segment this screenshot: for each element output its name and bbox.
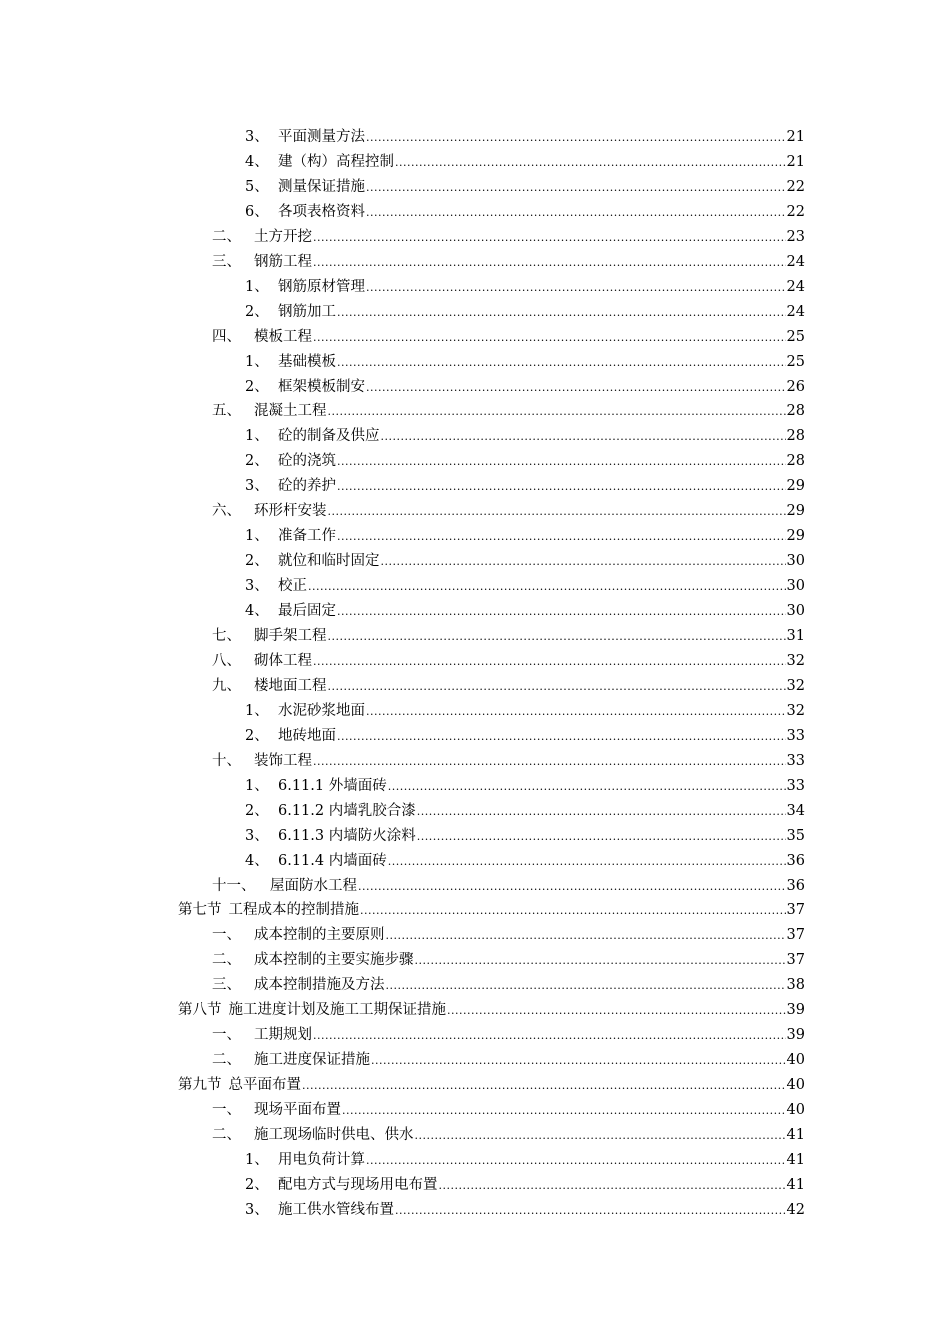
toc-entry[interactable] [245,1198,805,1223]
toc-entry-number: 2、 [245,802,269,819]
toc-entry-title: 工期规划 [254,1027,312,1044]
toc-entry-title: 砼的养护 [278,478,336,495]
dot-leader [308,574,786,599]
toc-entry-page: 28 [786,453,805,470]
dot-leader [313,250,786,275]
toc-entry-page: 40 [786,1077,805,1094]
toc-entry-number: 1、 [245,777,269,794]
toc-entry-title: 楼地面工程 [254,677,327,694]
toc-entry-number: 5、 [245,178,269,195]
toc-entry[interactable] [245,150,805,175]
toc-entry[interactable] [212,874,805,899]
dot-leader [328,399,786,424]
toc-entry-title: 地砖地面 [278,727,336,744]
dot-leader [313,325,786,350]
toc-entry-page: 29 [786,503,805,520]
toc-entry-title: 各项表格资料 [278,203,365,220]
dot-leader [386,973,786,998]
toc-entry-page: 30 [786,553,805,570]
toc-entry-title: 脚手架工程 [254,628,327,644]
dot-leader [313,225,786,250]
toc-entry-page: 21 [786,129,805,145]
toc-entry-page: 25 [786,328,805,345]
toc-entry[interactable] [178,1073,805,1098]
toc-entry-title: 配电方式与现场用电布置 [278,1176,438,1193]
dot-leader [360,898,786,923]
toc-entry-number: 三、 [212,977,241,994]
toc-entry-page: 32 [786,702,805,719]
toc-entry-page: 37 [786,927,805,944]
toc-entry-title: 6.11.1 外墙面砖 [278,777,387,794]
toc-entry-page: 37 [786,952,805,969]
toc-entry-title: 模板工程 [254,328,312,345]
toc-entry-number: 2、 [245,553,269,570]
toc-entry[interactable] [245,774,805,799]
dot-leader [439,1173,786,1198]
dot-leader [337,524,786,549]
toc-entry[interactable] [212,1123,805,1148]
toc-entry-title: 建（构）高程控制 [278,153,394,170]
toc-entry[interactable] [245,724,805,749]
toc-entry-number: 2、 [245,303,269,320]
toc-entry[interactable] [212,624,805,649]
toc-entry-page: 39 [786,1002,805,1019]
toc-entry-title: 施工进度计划及施工工期保证措施 [228,1002,446,1019]
toc-entry-page: 21 [786,153,805,170]
toc-entry-number: 第七节 [178,902,222,919]
toc-entry-page: 32 [786,677,805,694]
toc-entry-number: 1、 [245,702,269,719]
toc-entry[interactable] [245,524,805,549]
toc-entry-title: 土方开挖 [254,228,312,245]
toc-entry-number: 1、 [245,428,269,445]
dot-leader [337,350,786,375]
toc-entry-title: 施工现场临时供电、供水 [254,1127,414,1143]
toc-entry[interactable] [245,350,805,375]
dot-leader [342,1098,786,1123]
dot-leader [337,599,786,624]
toc-entry[interactable] [212,325,805,350]
toc-entry-page: 40 [786,1102,805,1119]
toc-entry[interactable] [245,699,805,724]
toc-entry-page: 34 [786,802,805,819]
toc-entry-title: 混凝土工程 [254,403,327,420]
toc-entry-title: 用电负荷计算 [278,1151,365,1168]
dot-leader [417,799,786,824]
toc-entry-page: 40 [786,1052,805,1069]
toc-entry-title: 就位和临时固定 [278,553,380,570]
toc-entry-title: 6.11.2 内墙乳胶合漆 [278,802,416,819]
dot-leader [366,275,786,300]
toc-entry[interactable] [245,799,805,824]
toc-entry-title: 施工供水管线布置 [278,1201,394,1218]
toc-entry-page: 24 [786,303,805,320]
dot-leader [337,300,786,325]
toc-entry[interactable] [212,499,805,524]
toc-entry[interactable] [245,474,805,499]
toc-entry-title: 基础模板 [278,353,336,370]
toc-entry-number: 七、 [212,628,241,644]
toc-entry[interactable] [212,1048,805,1073]
toc-entry-page: 33 [786,777,805,794]
dot-leader [366,200,786,225]
toc-entry[interactable] [245,1148,805,1173]
toc-entry-page: 41 [786,1151,805,1168]
toc-entry[interactable] [212,399,805,424]
dot-leader [395,150,786,175]
toc-entry-number: 一、 [212,1102,241,1119]
toc-entry-page: 24 [786,278,805,295]
toc-entry[interactable] [212,649,805,674]
toc-entry-number: 三、 [212,253,241,270]
toc-entry-page: 25 [786,353,805,370]
dot-leader [388,774,786,799]
toc-entry-number: 1、 [245,1151,269,1168]
toc-entry-page: 30 [786,603,805,620]
toc-entry-title: 框架模板制安 [278,378,365,395]
toc-entry-page: 28 [786,428,805,445]
toc-entry-title: 成本控制的主要实施步骤 [254,952,414,969]
toc-entry-title: 钢筋原材管理 [278,278,365,295]
dot-leader [381,549,786,574]
toc-entry-page: 33 [786,752,805,769]
dot-leader [366,125,786,150]
toc-entry[interactable] [245,599,805,624]
toc-entry-number: 五、 [212,403,241,420]
toc-entry-title: 钢筋工程 [254,253,312,270]
toc-entry[interactable] [245,300,805,325]
toc-entry[interactable] [212,923,805,948]
toc-entry-page: 29 [786,478,805,495]
toc-entry-number: 4、 [245,153,269,170]
toc-entry-page: 39 [786,1027,805,1044]
toc-entry-title: 砌体工程 [254,652,312,669]
toc-entry-number: 2、 [245,378,269,395]
toc-entry[interactable] [245,574,805,599]
toc-entry-page: 31 [786,628,805,644]
toc-entry[interactable] [245,125,805,150]
toc-entry[interactable] [245,200,805,225]
toc-entry[interactable] [245,549,805,574]
toc-entry[interactable] [212,1023,805,1048]
dot-leader [328,499,786,524]
toc-entry[interactable] [212,225,805,250]
dot-leader [366,175,786,200]
toc-entry-number: 3、 [245,827,269,844]
toc-entry-number: 3、 [245,478,269,495]
dot-leader [337,724,786,749]
toc-entry-number: 1、 [245,353,269,370]
toc-entry-number: 2、 [245,727,269,744]
dot-leader [337,449,786,474]
toc-entry-title: 施工进度保证措施 [254,1052,370,1069]
toc-entry[interactable] [245,449,805,474]
toc-entry-number: 二、 [212,1052,241,1069]
toc-entry-number: 4、 [245,603,269,620]
toc-entry[interactable] [212,250,805,275]
toc-entry-number: 一、 [212,927,241,944]
dot-leader [395,1198,786,1223]
dot-leader [328,674,786,699]
toc-entry-number: 3、 [245,1201,269,1218]
toc-entry[interactable] [245,175,805,200]
toc-entry-number: 二、 [212,228,241,245]
toc-entry-page: 33 [786,727,805,744]
toc-entry[interactable] [212,973,805,998]
toc-entry-page: 26 [786,378,805,395]
dot-leader [358,874,786,899]
toc-entry-title: 水泥砂浆地面 [278,702,365,719]
toc-entry[interactable] [212,749,805,774]
dot-leader [381,424,786,449]
toc-entry-number: 1、 [245,528,269,545]
dot-leader [447,998,786,1023]
toc-entry-number: 二、 [212,1127,241,1143]
toc-entry-title: 成本控制的主要原则 [254,927,385,944]
toc-entry[interactable] [245,1173,805,1198]
toc-entry[interactable] [212,674,805,699]
toc-entry[interactable] [178,998,805,1023]
toc-entry-title: 准备工作 [278,528,336,545]
toc-entry-number: 1、 [245,278,269,295]
toc-entry-title: 最后固定 [278,603,336,620]
toc-entry-title: 6.11.4 内墙面砖 [278,852,387,869]
toc-entry-page: 38 [786,977,805,994]
toc-entry-number: 六、 [212,503,241,520]
dot-leader [313,649,786,674]
dot-leader [366,1148,786,1173]
dot-leader [386,923,786,948]
toc-entry-number: 4、 [245,852,269,869]
dot-leader [415,948,786,973]
toc-entry[interactable] [245,424,805,449]
toc-entry-page: 24 [786,253,805,270]
toc-entry-number: 八、 [212,652,241,669]
toc-entry-page: 36 [786,852,805,869]
toc-entry-number: 十一、 [212,877,256,894]
dot-leader [328,624,786,649]
toc-entry-number: 2、 [245,453,269,470]
toc-entry-number: 3、 [245,578,269,595]
dot-leader [313,1023,786,1048]
toc-entry-number: 九、 [212,677,241,694]
toc-entry-page: 22 [786,178,805,195]
toc-entry-title: 成本控制措施及方法 [254,977,385,994]
toc-entry-page: 37 [786,902,805,919]
dot-leader [313,749,786,774]
toc-entry[interactable] [212,948,805,973]
dot-leader [415,1123,786,1148]
dot-leader [302,1073,786,1098]
dot-leader [366,699,786,724]
toc-entry-page: 30 [786,578,805,595]
toc-entry-number: 四、 [212,328,241,345]
toc-entry-page: 23 [786,228,805,245]
toc-entry-number: 3、 [245,129,269,145]
toc-entry-title: 校正 [278,578,307,595]
toc-entry-title: 砼的制备及供应 [278,428,380,445]
toc-entry-title: 平面测量方法 [278,129,365,145]
toc-entry-title: 工程成本的控制措施 [228,902,359,919]
toc-entry[interactable] [245,375,805,400]
dot-leader [417,824,786,849]
toc-entry-number: 第九节 [178,1077,222,1094]
toc-entry-title: 装饰工程 [254,752,312,769]
toc-entry[interactable] [212,1098,805,1123]
toc-entry-page: 22 [786,203,805,220]
toc-entry-number: 6、 [245,203,269,220]
toc-entry-number: 一、 [212,1027,241,1044]
toc-entry[interactable] [245,275,805,300]
toc-entry-number: 2、 [245,1176,269,1193]
toc-entry-page: 41 [786,1127,805,1143]
toc-entry-number: 第八节 [178,1002,222,1019]
toc-entry-page: 32 [786,652,805,669]
toc-entry[interactable] [245,824,805,849]
toc-entry-page: 36 [786,877,805,894]
toc-entry-page: 29 [786,528,805,545]
toc-entry-title: 砼的浇筑 [278,453,336,470]
toc-entry[interactable] [245,849,805,874]
toc-entry-page: 35 [786,827,805,844]
dot-leader [337,474,786,499]
toc-entry-number: 十、 [212,752,241,769]
toc-entry-page: 28 [786,403,805,420]
toc-entry-title: 6.11.3 内墙防火涂料 [278,827,416,844]
toc-entry-title: 环形杆安装 [254,503,327,520]
dot-leader [388,849,786,874]
toc-entry-title: 总平面布置 [228,1077,301,1094]
toc-entry-title: 屋面防水工程 [270,877,357,894]
toc-entry[interactable] [178,898,805,923]
toc-entry-page: 42 [786,1201,805,1218]
dot-leader [371,1048,786,1073]
toc-entry-title: 现场平面布置 [254,1102,341,1119]
toc-entry-title: 钢筋加工 [278,303,336,320]
toc-entry-title: 测量保证措施 [278,178,365,195]
toc-entry-number: 二、 [212,952,241,969]
dot-leader [366,375,786,400]
toc-entry-page: 41 [786,1176,805,1193]
